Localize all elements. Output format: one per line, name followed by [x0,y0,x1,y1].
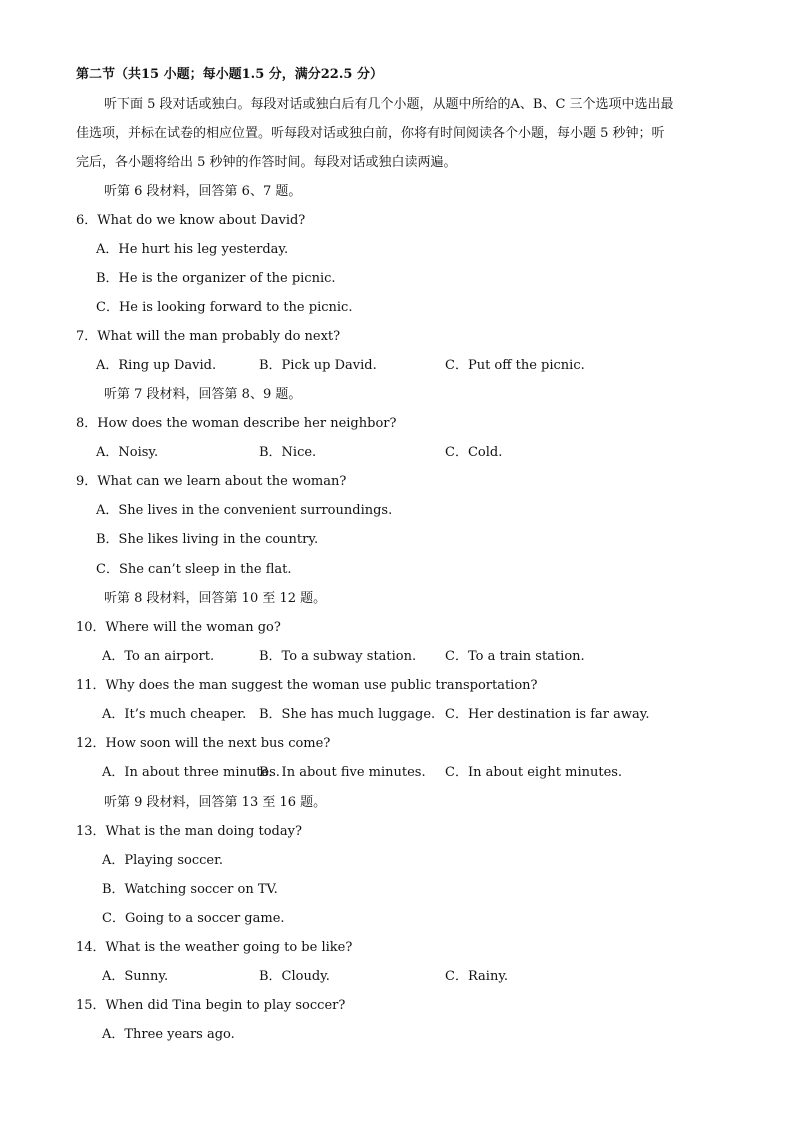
material-8-intro: 听第 8 段材料，回答第 10 至 12 题。 [104,591,327,606]
material-7-intro: 听第 7 段材料，回答第 8、9 题。 [104,387,302,402]
question-10-option-b: B．To a subway station. [259,649,417,664]
question-11-option-a: A．It’s much cheaper. [102,707,247,722]
question-8-option-c: C．Cold. [445,445,503,460]
question-15-stem: 15．When did Tina begin to play soccer? [76,998,346,1013]
section-heading: 第二节（共15 小题；每小题1.5 分，满分22.5 分） [76,67,383,82]
question-9-option-b: B．She likes living in the country. [96,532,319,547]
question-10-option-a: A．To an airport. [102,649,215,664]
question-13-option-b: B．Watching soccer on TV. [102,882,278,897]
question-14-option-b: B．Cloudy. [259,969,330,984]
question-9-option-a: A．She lives in the convenient surroundings. [96,503,393,518]
question-8-option-b: B．Nice. [259,445,317,460]
question-7-stem: 7．What will the man probably do next? [76,329,341,344]
question-7-option-a: A．Ring up David. [96,358,217,373]
question-6-option-a: A．He hurt his leg yesterday. [96,242,289,257]
material-9-intro: 听第 9 段材料，回答第 13 至 16 题。 [104,795,327,810]
question-6-stem: 6．What do we know about David? [76,213,306,228]
question-12-stem: 12．How soon will the next bus come? [76,736,331,751]
question-11-option-b: B．She has much luggage. [259,707,436,722]
question-14-stem: 14．What is the weather going to be like? [76,940,353,955]
question-9-stem: 9．What can we learn about the woman? [76,474,347,489]
question-7-option-c: C．Put off the picnic. [445,358,585,373]
question-10-stem: 10．Where will the woman go? [76,620,281,635]
instructions-line-2: 佳选项，并标在试卷的相应位置。听每段对话或独白前，你将有时间阅读各个小题，每小题 5 秒钟；听 [76,126,665,141]
question-12-option-c: C．In about eight minutes. [445,765,623,780]
question-14-option-c: C．Rainy. [445,969,509,984]
question-8-stem: 8．How does the woman describe her neighbor? [76,416,397,431]
question-11-option-c: C．Her destination is far away. [445,707,650,722]
question-11-stem: 11．Why does the man suggest the woman use public transportation? [76,678,538,693]
question-6-option-c: C．He is looking forward to the picnic. [96,300,353,315]
question-8-option-a: A．Noisy. [96,445,159,460]
question-9-option-c: C．She can’t sleep in the flat. [96,562,292,577]
question-13-option-a: A．Playing soccer. [102,853,224,868]
question-13-stem: 13．What is the man doing today? [76,824,302,839]
instructions-line-3: 完后，各小题将给出 5 秒钟的作答时间。每段对话或独白读两遍。 [76,155,457,170]
question-15-option-a: A．Three years ago. [102,1027,235,1042]
question-6-option-b: B．He is the organizer of the picnic. [96,271,336,286]
material-6-intro: 听第 6 段材料，回答第 6、7 题。 [104,184,302,199]
question-10-option-c: C．To a train station. [445,649,585,664]
question-13-option-c: C．Going to a soccer game. [102,911,285,926]
instructions-line-1: 听下面 5 段对话或独白。每段对话或独白后有几个小题，从题中所给的A、B、C 三个选项中选出最 [104,97,674,112]
question-7-option-b: B．Pick up David. [259,358,377,373]
question-12-option-b: B．In about five minutes. [259,765,426,780]
question-12-option-a: A．In about three minutes. [102,765,280,780]
question-14-option-a: A．Sunny. [102,969,169,984]
